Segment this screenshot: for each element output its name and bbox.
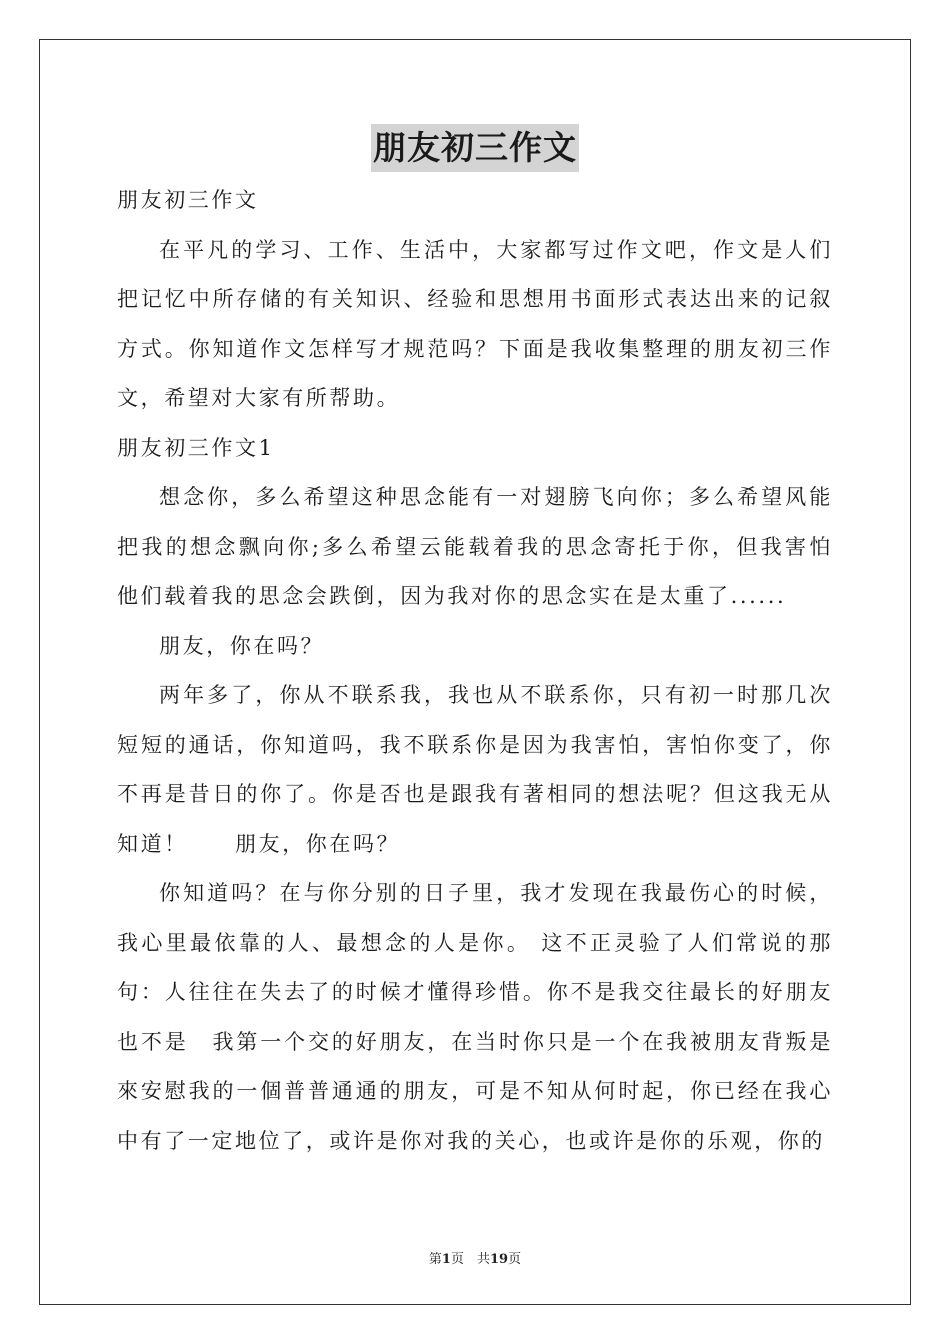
paragraph: 你知道吗？在与你分别的日子里，我才发现在我最伤心的时候，我心里最依靠的人、最想念的人是你。 这不正灵验了人们常说的那句：人往往在失去了的时候才懂得珍惜。你不是我交往最长的好朋友也不是 我第一个交的好朋友，在当时你只是一个在我被朋友背叛是來安慰我的一個普普通通的朋友，可是不知从何时起，你已经在我心中有了一定地位了，或许是你对我的关心，也或许是你的乐观，你的 — [117, 881, 833, 1153]
document-body — [117, 176, 833, 1166]
title-container — [0, 124, 950, 172]
page-footer — [0, 1248, 950, 1267]
paragraph: 朋友，你在吗？ — [159, 633, 325, 658]
footer-mid: 页 共 — [450, 1252, 490, 1267]
section-heading: 朋友初三作文1 — [117, 435, 275, 460]
footer-prefix: 第 — [428, 1252, 442, 1267]
paragraph: 朋友初三作文 — [117, 188, 259, 212]
footer-page-current: 1 — [441, 1252, 451, 1267]
footer-page-total: 19 — [489, 1252, 509, 1267]
paragraph: 两年多了，你从不联系我，我也从不联系你，只有初一时那几次短短的通话，你知道吗，我不联系你是因为我害怕，害怕你变了，你不再是昔日的你了。你是否也是跟我有著相同的想法呢？但这我无从知道！ 朋友，你在吗？ — [117, 683, 833, 856]
footer-suffix: 页 — [508, 1252, 522, 1267]
document-title: 朋友初三作文 — [371, 124, 579, 172]
paragraph: 在平凡的学习、工作、生活中，大家都写过作文吧，作文是人们把记忆中所存储的有关知识、经验和思想用书面形式表达出来的记叙方式。你知道作文怎样写才规范吗？下面是我收集整理的朋友初三作文，希望对大家有所帮助。 — [117, 237, 833, 410]
paragraph: 想念你，多么希望这种思念能有一对翅膀飞向你；多么希望风能把我的想念飘向你;多么希望云能载着我的思念寄托于你，但我害怕他们载着我的思念会跌倒，因为我对你的思念实在是太重了...... — [117, 485, 833, 608]
